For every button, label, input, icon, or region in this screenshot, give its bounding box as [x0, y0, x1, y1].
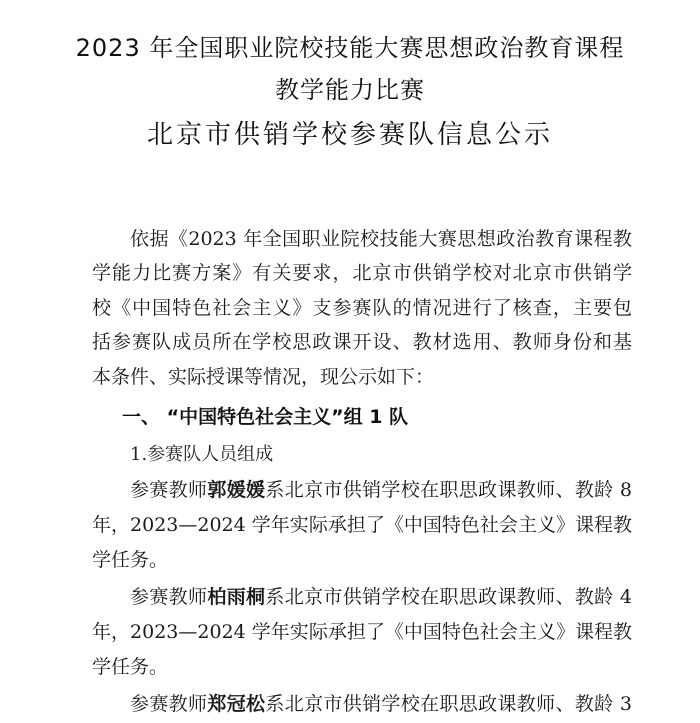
- teacher-2-line-3: 学任务。: [92, 656, 169, 678]
- teacher-1-line-3: 学任务。: [92, 549, 169, 571]
- document-title-line-3: 北京市供销学校参赛队信息公示: [146, 120, 553, 150]
- document-title-line-1: 2023 年全国职业院校技能大赛思想政治教育课程: [75, 34, 625, 62]
- document-title-line-2: 教学能力比赛: [275, 76, 425, 104]
- teacher-1-name: 郭媛媛: [207, 479, 266, 501]
- teacher-1-line-1: [130, 475, 632, 502]
- section-heading: 一、 “中国特色社会主义”组 1 队: [122, 406, 409, 428]
- intro-line-3: 校《中国特色社会主义》支参赛队的情况进行了核查，主要包: [92, 297, 632, 319]
- teacher-2-name: 柏雨桐: [207, 586, 266, 608]
- teacher-1-prefix: 参赛教师: [130, 479, 208, 501]
- intro-line-4: 括参赛队成员所在学校思政课开设、教材选用、教师身份和基: [92, 331, 632, 353]
- intro-line-2: 学能力比赛方案》有关要求，北京市供销学校对北京市供销学: [92, 262, 632, 284]
- intro-line-1: 依据《2023 年全国职业院校技能大赛思想政治教育课程教: [130, 228, 632, 250]
- subsection-heading: 1.参赛队人员组成: [130, 444, 274, 465]
- teacher-2-suffix: 系北京市供销学校在职思政课教师、教龄 4: [265, 586, 632, 608]
- teacher-1-line-2: 年，2023—2024 学年实际承担了《中国特色社会主义》课程教: [92, 514, 632, 536]
- teacher-1-suffix: 系北京市供销学校在职思政课教师、教龄 8: [265, 479, 632, 501]
- teacher-3-suffix: 系北京市供销学校在职思政课教师、教龄 3: [265, 693, 632, 715]
- teacher-3-name: 郑冠松: [207, 693, 266, 715]
- intro-line-5: 本条件、实际授课等情况，现公示如下：: [92, 366, 435, 388]
- teacher-3-line-1: [130, 689, 632, 716]
- teacher-2-line-2: 年，2023—2024 学年实际承担了《中国特色社会主义》课程教: [92, 621, 632, 643]
- teacher-2-prefix: 参赛教师: [130, 586, 208, 608]
- teacher-2-line-1: [130, 582, 632, 609]
- teacher-3-prefix: 参赛教师: [130, 693, 208, 715]
